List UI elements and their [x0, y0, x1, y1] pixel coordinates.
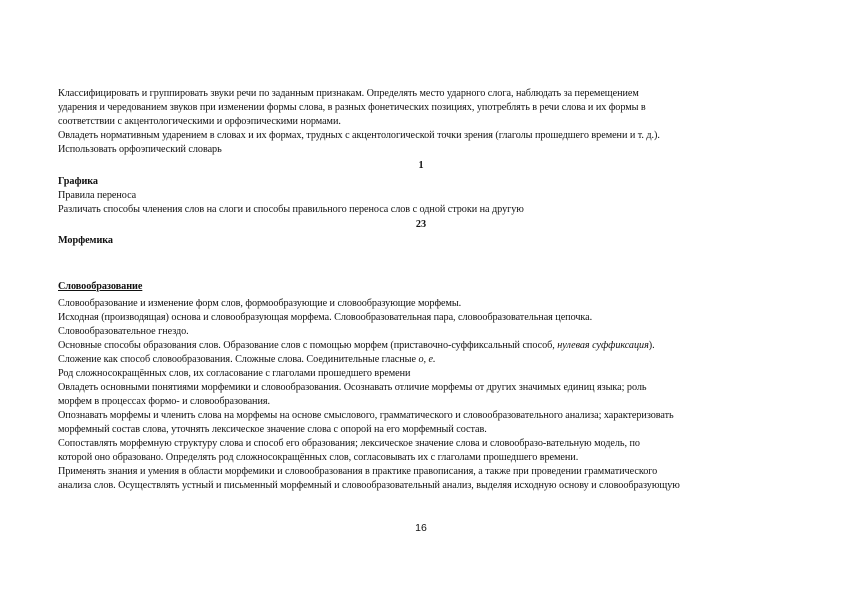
text-line: Словообразование и изменение форм слов, формообразующие и словообразующие морфемы.: [58, 298, 462, 309]
morfemika-block: [58, 234, 788, 248]
text-line: Исходная (производящая) основа и словообразующая морфема. Словообразовательная пара, словообразовательная цепочка.: [58, 312, 593, 323]
text-span: Сложение как способ словообразования. Сложные слова. Соединительные гласные: [58, 354, 419, 365]
text-span: ).: [648, 340, 655, 351]
text-line: Различать способы членения слов на слоги и способы правильного переноса слов с одной строки на другую: [58, 204, 524, 215]
text-line: соответствии с акцентологическими и орфоэпическими нормами.: [58, 116, 341, 127]
text-line: морфем в процессах формо- и словообразования.: [58, 396, 270, 407]
grafika-block: [58, 175, 788, 217]
slovoobrazovanie-block: [58, 280, 788, 493]
text-line: анализа слов. Осуществлять устный и письменный морфемный и словообразовательный анализ, выделяя исходную основу и словообразующую: [58, 480, 680, 491]
phonetics-skills-block: [58, 87, 788, 157]
italic-term: нулевая суффиксация: [557, 340, 649, 351]
text-line: Сопоставлять морфемную структуру слова и способ его образования; лексическое значение слова и словообразо-вательную модель, по: [58, 438, 640, 449]
text-line: [58, 353, 788, 367]
text-line: Правила переноса: [58, 190, 137, 201]
text-line: Классифицировать и группировать звуки речи по заданным признакам. Определять место ударного слога, наблюдать за перемещением: [58, 88, 639, 99]
text-line: которой оно образовано. Определять род сложносокращённых слов, согласовывать их с глаголами прошедшего времени.: [58, 452, 579, 463]
hours-count: 23: [415, 219, 427, 230]
text-line: Овладеть нормативным ударением в словах и их формах, трудных с акцентологической точки зрения (глаголы прошедшего времени и т. д.).: [58, 130, 660, 141]
hours-count: 1: [418, 160, 424, 171]
text-line: морфемный состав слова, уточнять лексическое значение слова с опорой на его морфемный состав.: [58, 424, 487, 435]
text-line: Применять знания и умения в области морфемики и словообразования в практике правописания, а также при проведении грамматического: [58, 466, 658, 477]
text-span: Основные способы образования слов. Образование слов с помощью морфем (приставочно-суффиксальный способ,: [58, 340, 558, 351]
text-line: Опознавать морфемы и членить слова на морфемы на основе смыслового, грамматического и словообразовательного анализа; характеризовать: [58, 410, 674, 421]
text-line: Овладеть основными понятиями морфемики и словообразования. Осознавать отличие морфемы от других значимых единиц языка; роль: [58, 382, 647, 393]
italic-term: о, е.: [418, 354, 436, 365]
section-heading: Словообразование: [58, 281, 143, 292]
text-line: Словообразовательное гнездо.: [58, 326, 189, 337]
text-line: Род сложносокращённых слов, их согласование с глаголами прошедшего времени: [58, 368, 411, 379]
section-heading: Графика: [58, 176, 98, 187]
text-line: ударения и чередованием звуков при изменении формы слова, в разных фонетических позициях, употреблять в речи слова и их формы в: [58, 102, 646, 113]
text-line: [58, 339, 788, 353]
page-number: 16: [415, 522, 427, 534]
text-line: Использовать орфоэпический словарь: [58, 144, 222, 155]
section-heading: Морфемика: [58, 235, 113, 246]
